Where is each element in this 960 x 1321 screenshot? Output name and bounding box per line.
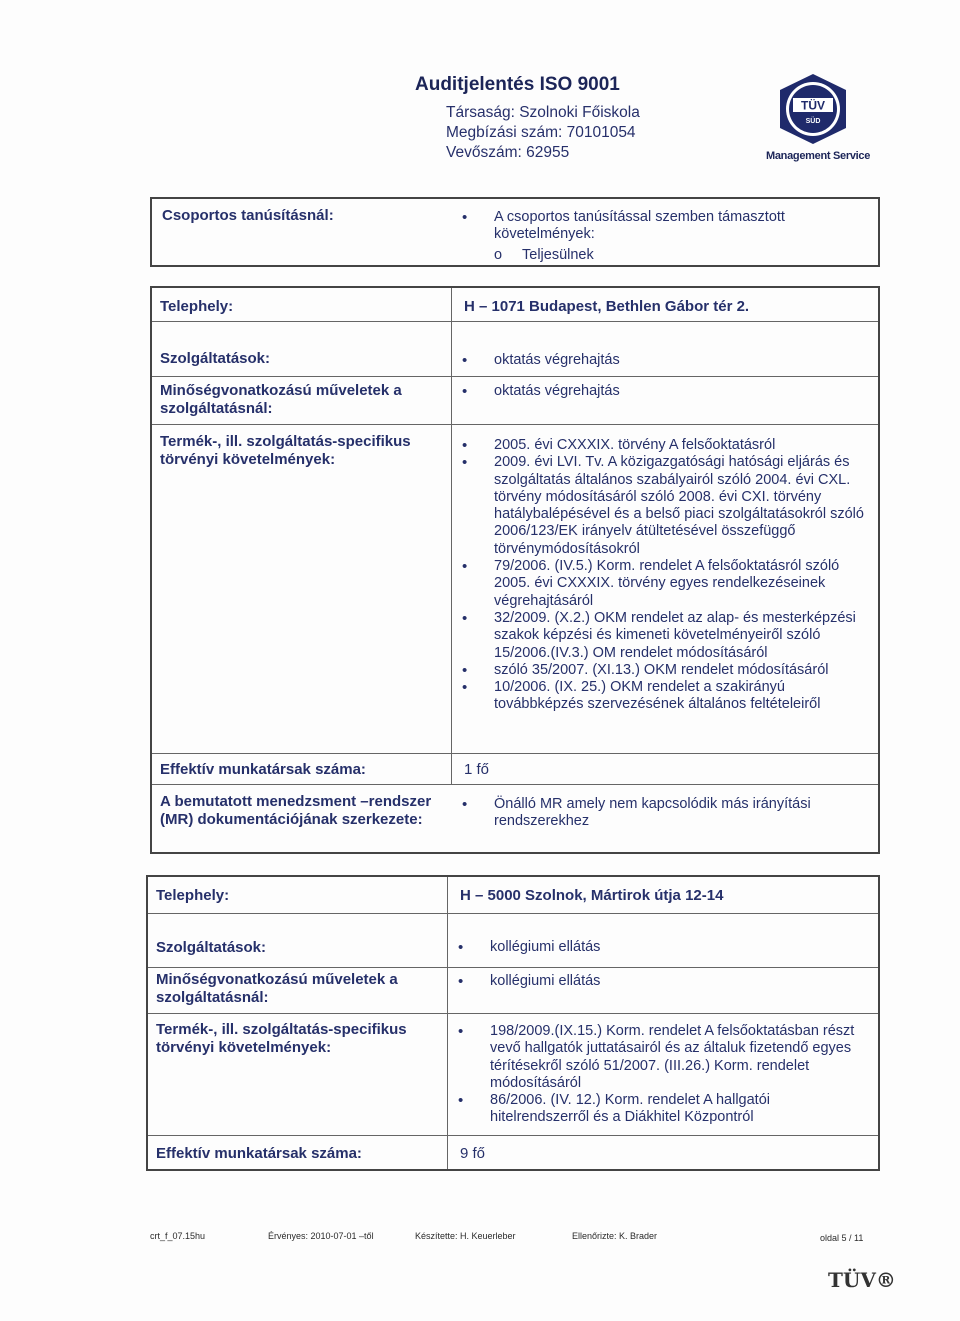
site-szolnok-box (146, 875, 880, 1171)
footer-prepared-by: Készítette: H. Keuerleber (415, 1231, 516, 1241)
footer-checked-by: Ellenőrizte: K. Brader (572, 1231, 658, 1241)
footer-tuv-mark: TÜV® (828, 1268, 896, 1292)
tuv-logo (776, 72, 850, 146)
site2-label: Telephely: (156, 887, 230, 904)
customer-number-line: Vevőszám: 62955 (446, 144, 570, 161)
group-certification-item: • A csoportos tanúsítással szemben támasztott követelmények: (462, 209, 852, 244)
logo-sub: SÜD (805, 118, 821, 125)
site1-address: H – 1071 Budapest, Bethlen Gábor tér 2. (464, 298, 750, 315)
site1-staff-value: 1 fő (464, 761, 490, 778)
group-certification-label: Csoportos tanúsításnál: (162, 207, 334, 224)
logo-caption: Management Service (766, 150, 871, 162)
site1-legal-item: • 32/2009. (X.2.) OKM rendelet az alap- és mesterképzési szakok képzési és kimeneti követelményeiről szóló 15/2006.(IV.3.) OM rendelet módosításáról (462, 610, 872, 662)
site1-services-label: Szolgáltatások: (160, 350, 271, 367)
site1-legal-item: • szóló 35/2007. (XI.13.) OKM rendelet módosításáról (462, 662, 872, 679)
group-certification-subitem: o Teljesülnek (494, 246, 852, 264)
site2-staff-label: Effektív munkatársak száma: (156, 1145, 362, 1162)
site2-legal-item: • 86/2006. (IV. 12.) Korm. rendelet A hallgatói hitelrendszerről és a Diákhitel Központról (458, 1092, 858, 1127)
site2-legal-label: Termék-, ill. szolgáltatás-specifikus törvényi követelmények: (156, 1021, 407, 1056)
site-budapest-box (150, 286, 880, 854)
site1-legal-item: • 79/2006. (IV.5.) Korm. rendelet A felsőoktatásról szóló 2005. évi CXXXIX. törvény egyes rendelkezéseinek végrehajtásáról (462, 558, 872, 610)
site1-legal-label: Termék-, ill. szolgáltatás-specifikus törvényi követelmények: (160, 433, 411, 468)
site2-services-label: Szolgáltatások: (156, 939, 267, 956)
footer-valid-from: Érvényes: 2010-07-01 –től (268, 1231, 374, 1241)
site2-legal-item: • 198/2009.(IX.15.) Korm. rendelet A felsőoktatásban részt vevő hallgatók juttatásairól és az általuk fizetendő egyes térítésekről szóló 51/2007. (III.26.) Korm. rendelet módosításáról (458, 1023, 858, 1092)
footer-doc-id: crt_f_07.15hu (150, 1231, 206, 1241)
footer-page-number: oldal 5 / 11 (820, 1233, 864, 1243)
site2-service-item: • kollégiumi ellátás (458, 939, 858, 956)
site1-staff-label: Effektív munkatársak száma: (160, 761, 366, 778)
site1-service-item: • oktatás végrehajtás (462, 352, 862, 369)
site1-quality-label: Minőségvonatkozású műveletek a szolgáltatásnál: (160, 382, 402, 417)
group-certification-box (150, 197, 880, 267)
order-number-line: Megbízási szám: 70101054 (446, 124, 636, 141)
site1-mr-label: A bemutatott menedzsment –rendszer (MR) dokumentációjának szerkezete: (160, 793, 432, 828)
logo-text: TÜV (801, 98, 825, 113)
site1-legal-item: • 2005. évi CXXXIX. törvény A felsőoktatásról (462, 437, 872, 454)
report-title: Auditjelentés ISO 9001 (415, 74, 620, 95)
site1-legal-item: • 2009. évi LVI. Tv. A közigazgatósági hatósági eljárás és szolgáltatás általános szabályairól szóló 2004. évi CXL. törvény módosításáról szóló 2008. évi CXI. törvény hatálybalépésével és a belső piaci szolgáltatásokról szóló 2006/123/EK irányelv átültetésével összefüggő törvénymódosításokról (462, 454, 872, 558)
site2-address: H – 5000 Szolnok, Mártirok útja 12-14 (460, 887, 724, 904)
site1-label: Telephely: (160, 298, 234, 315)
site2-staff-value: 9 fő (460, 1145, 486, 1162)
site1-mr-item: • Önálló MR amely nem kapcsolódik más irányítási rendszerekhez (462, 796, 842, 831)
site1-legal-item: • 10/2006. (IX. 25.) OKM rendelet a szakirányú továbbképzés szervezésének általános feltételeiről (462, 679, 872, 714)
site1-quality-item: • oktatás végrehajtás (462, 383, 862, 400)
company-line: Társaság: Szolnoki Főiskola (446, 104, 640, 121)
site2-quality-label: Minőségvonatkozású műveletek a szolgáltatásnál: (156, 971, 398, 1006)
site2-quality-item: • kollégiumi ellátás (458, 973, 858, 990)
